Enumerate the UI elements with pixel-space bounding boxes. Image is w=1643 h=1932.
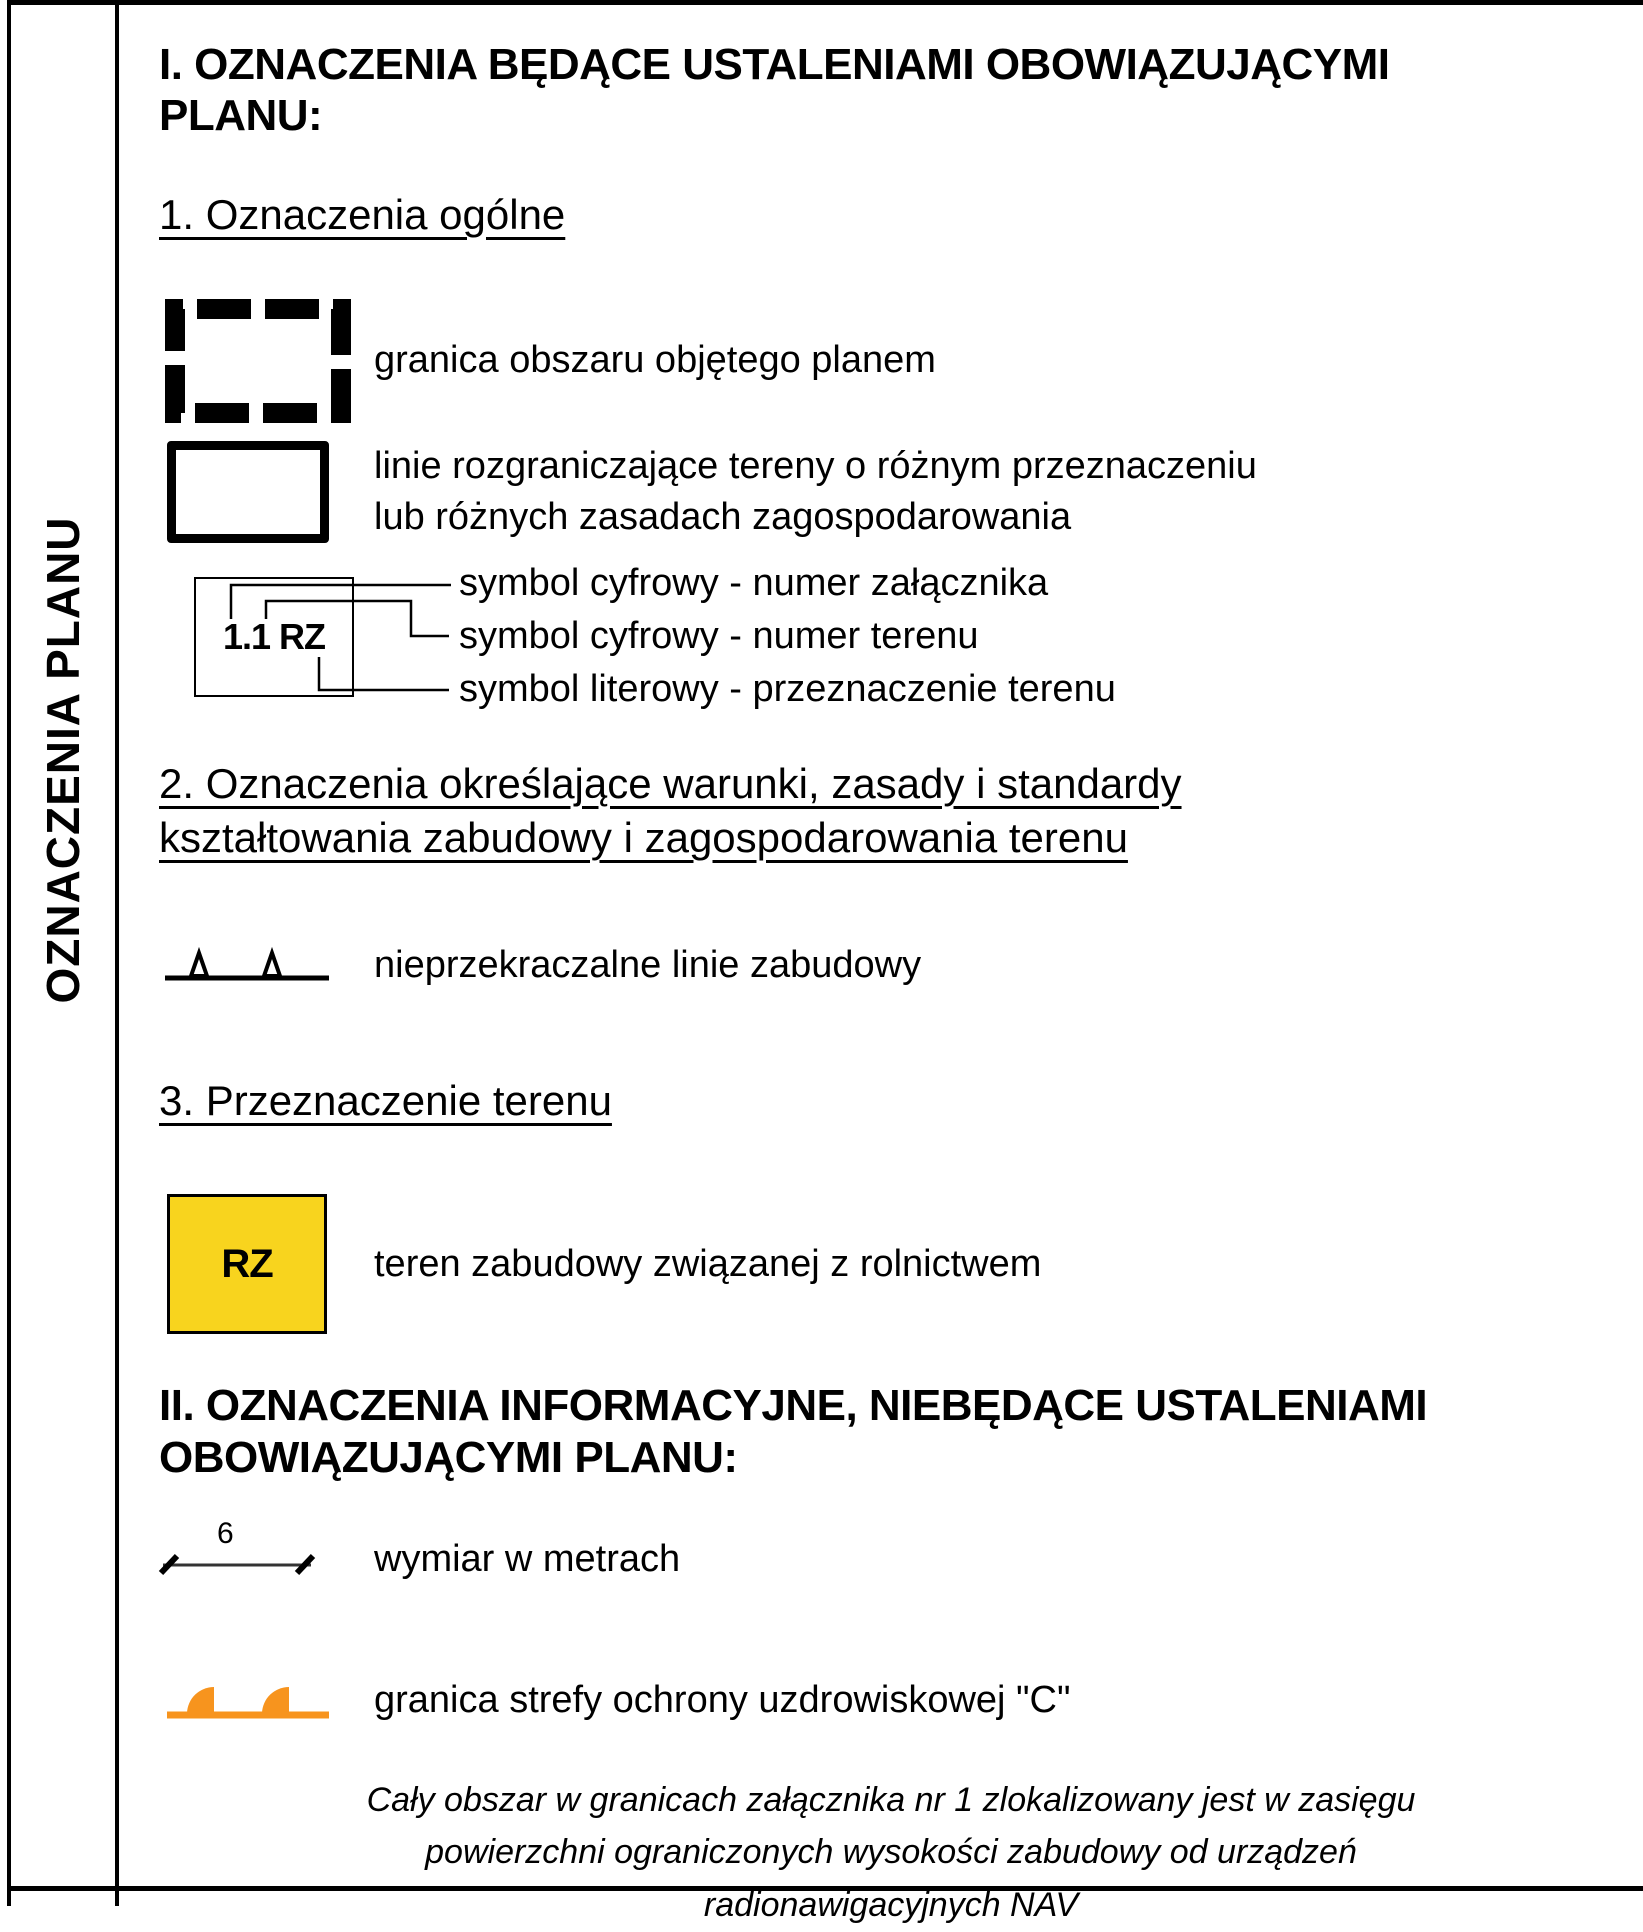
rz-area-symbol [159,1194,374,1334]
legend-sidebar-title: OZNACZENIA PLANU [37,516,89,1004]
plan-boundary-symbol [159,297,374,425]
terrain-code: 1.1 RZ [222,615,326,657]
dimension-label: wymiar w metrach [374,1538,681,1581]
part2-heading [159,1380,1623,1483]
plan-boundary-label: granica obszaru objętego planem [374,339,936,382]
part1-heading [159,39,1623,142]
part2-heading-line1: II. OZNACZENIA INFORMACYJNE, NIEBĘDĄCE USTALENIAMI [159,1381,1428,1431]
legend-item-plan-boundary [159,297,1623,425]
legend-item-spa-zone [159,1675,1623,1725]
dividing-lines-label [374,441,1257,541]
footnote-line3: radionawigacyjnych NAV [703,1885,1079,1924]
spa-zone-line-icon [159,1675,359,1725]
building-line-symbol [159,941,374,989]
building-line-icon [159,941,359,989]
part1-heading-line1: I. OZNACZENIA BĘDĄCE USTALENIAMI OBOWIĄZUJĄCYMI [159,40,1390,89]
area-number-label: symbol cyfrowy - numer terenu [459,614,979,657]
terrain-code-box [194,577,354,697]
legend-content [119,5,1643,1924]
rz-area-label: teren zabudowy związanej z rolnictwem [374,1243,1042,1286]
dimension-line-icon [159,1543,359,1577]
next-row-sidebar-cell [11,1891,119,1906]
legend-item-dimension [159,1519,1623,1599]
building-line-label: nieprzekraczalne linie zabudowy [374,943,922,986]
footnote [159,1774,1623,1932]
dimension-value: 6 [217,1517,234,1551]
group1-heading: 1. Oznaczenia ogólne [159,190,566,238]
legend-sidebar [11,5,119,1886]
solid-rect-icon [167,441,329,543]
dashed-boundary-icon [159,297,357,425]
dividing-lines-symbol [159,441,374,543]
legend-item-building-line [159,940,1623,990]
legend-item-rz-area [159,1194,1623,1334]
area-use-label: symbol literowy - przeznaczenie terenu [459,667,1116,710]
spa-zone-label: granica strefy ochrony uzdrowiskowej "C" [374,1679,1071,1722]
group2-heading [159,757,1623,866]
part1-heading-line2: PLANU: [159,91,323,141]
dividing-lines-label-line1: linie rozgraniczające tereny o różnym przeznaczeniu [374,445,1257,488]
group2-heading-line1: 2. Oznaczenia określające warunki, zasady i standardy [159,759,1182,807]
attachment-number-label: symbol cyfrowy - numer załącznika [459,561,1049,604]
legend-item-code-box [159,557,1623,717]
spa-zone-symbol [159,1675,374,1725]
legend-item-dividing-lines [159,441,1623,543]
group3-heading: 3. Przeznaczenie terenu [159,1076,612,1124]
code-box-labels [459,557,1623,716]
dimension-symbol [159,1519,374,1599]
group2-heading-line2: kształtowania zabudowy i zagospodarowania terenu [159,814,1128,862]
rz-code: RZ [221,1241,273,1286]
footnote-line2: powierzchni ograniczonych wysokości zabudowy od urządzeń [425,1833,1357,1872]
part2-heading-line2: OBOWIĄZUJĄCYMI PLANU: [159,1432,738,1482]
rz-color-swatch [167,1194,327,1334]
legend-frame [7,0,1643,1924]
footnote-line1: Cały obszar w granicach załącznika nr 1 zlokalizowany jest w zasięgu [366,1780,1416,1819]
dividing-lines-label-line2: lub różnych zasadach zagospodarowania [374,495,1072,538]
